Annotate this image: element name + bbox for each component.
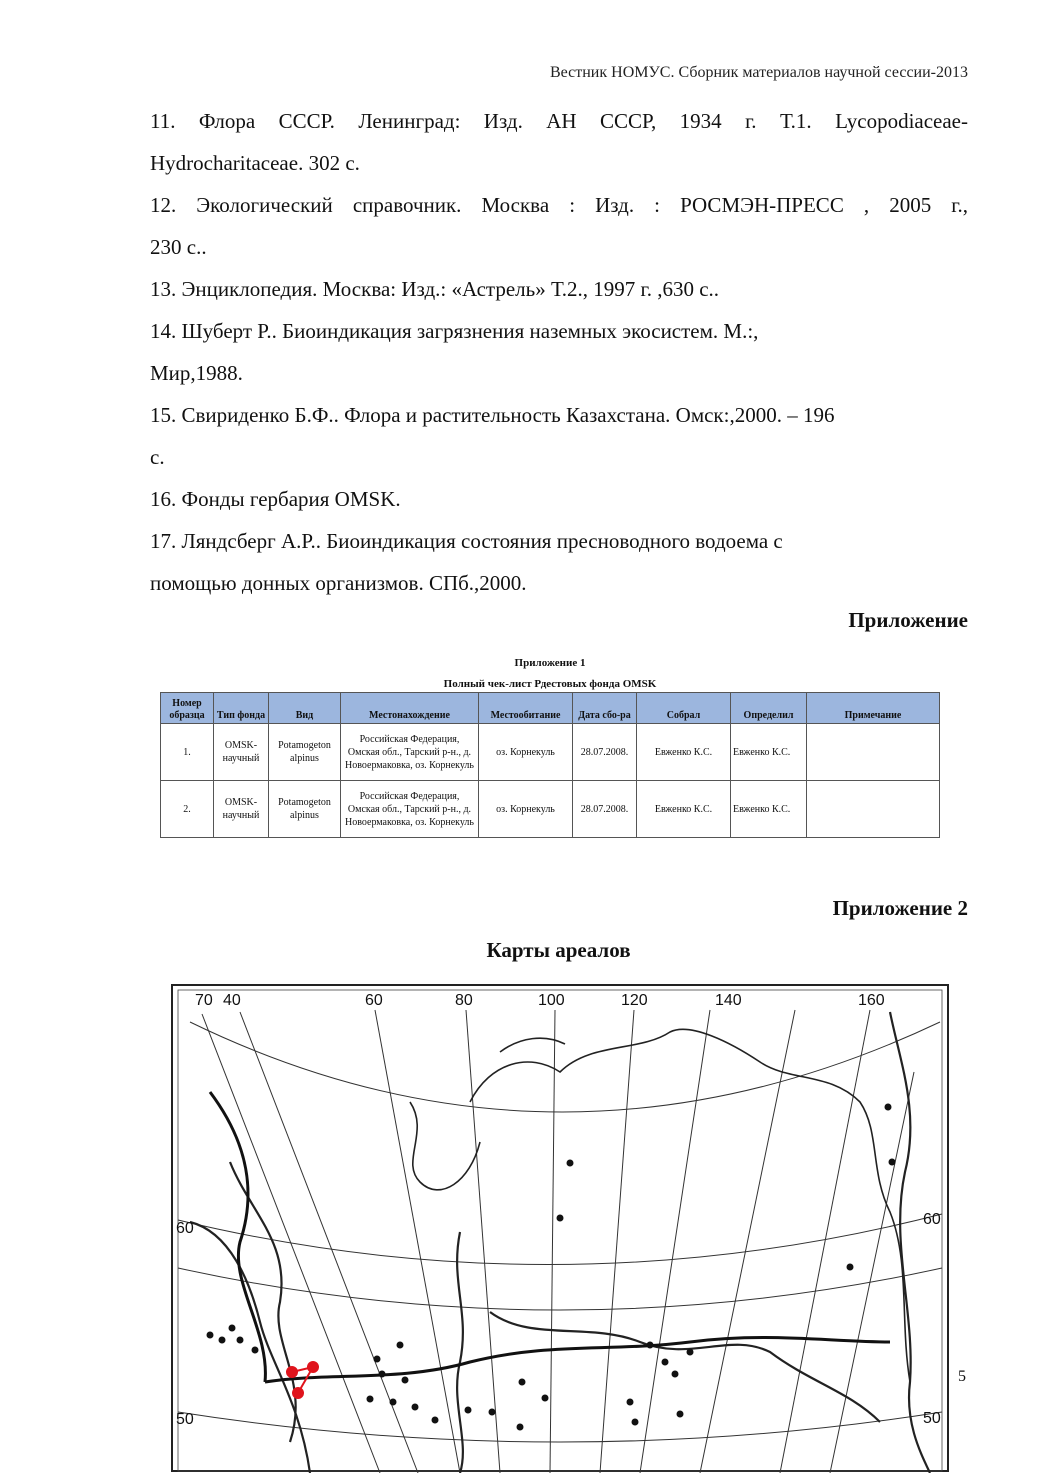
table-cell: Евженко К.С.: [637, 724, 731, 781]
reference-list: [150, 100, 968, 604]
table-cell: оз. Корнекуль: [479, 724, 573, 781]
table-cell: [807, 781, 940, 838]
table-cell: 1.: [161, 724, 214, 781]
map-frame: [172, 985, 948, 1471]
map-label-right-60: 60: [923, 1211, 941, 1228]
table-cell: 2.: [161, 781, 214, 838]
map-label-100: 100: [538, 992, 565, 1009]
map-label-right-50: 50: [923, 1410, 941, 1427]
reference-item: 12. Экологический справочник. Москва : Изд. : РОСМЭН-ПРЕСС , 2005 г.,: [150, 193, 968, 217]
table-cell: Евженко К.С.: [731, 781, 807, 838]
table-cell: 28.07.2008.: [573, 724, 637, 781]
reference-item-cont: 230 с..: [150, 235, 207, 259]
table-row: [161, 724, 940, 781]
reference-item-cont: помощью донных организмов. СПб.,2000.: [150, 571, 527, 595]
table-cell: оз. Корнекуль: [479, 781, 573, 838]
page-number: 5: [958, 1368, 966, 1385]
reference-item-cont: Мир,1988.: [150, 361, 243, 385]
map-label-60: 60: [365, 992, 383, 1009]
map-label-140: 140: [715, 992, 742, 1009]
reference-item: 15. Свириденко Б.Ф.. Флора и растительность Казахстана. Омск:,2000. – 196: [150, 403, 835, 427]
table-cell: OMSK-научный: [214, 724, 269, 781]
table-cell: Евженко К.С.: [731, 724, 807, 781]
column-header: Примечание: [807, 693, 940, 724]
appendix2-heading: Приложение 2: [832, 896, 968, 920]
coastlines: [410, 1029, 910, 1382]
maps-title: Карты ареалов: [486, 938, 631, 962]
table-header-row: [161, 693, 940, 724]
checklist-table: [160, 692, 940, 838]
reference-item: 11. Флора СССР. Ленинград: Изд. АН СССР, 1934 г. Т.1. Lycopodiaceae-: [150, 109, 968, 133]
column-header: Определил: [731, 693, 807, 724]
column-header: Собрал: [637, 693, 731, 724]
map-label-40: 40: [223, 992, 241, 1009]
reference-item: 17. Ляндсберг А.Р.. Биоиндикация состояния пресноводного водоема с: [150, 529, 783, 553]
table-cell: Российская Федерация, Омская обл., Тарский р-н., д. Новоермаковка, оз. Корнекуль: [341, 724, 479, 781]
map-label-160: 160: [858, 992, 885, 1009]
table-cell: [807, 724, 940, 781]
map-label-120: 120: [621, 992, 648, 1009]
column-header: Номер образца: [161, 693, 214, 724]
column-header: Местообитание: [479, 693, 573, 724]
table-cell: Евженко К.С.: [637, 781, 731, 838]
appendix-heading: Приложение: [848, 608, 968, 632]
map-label-80: 80: [455, 992, 473, 1009]
borders: [210, 1092, 890, 1382]
table-cell: Potamogeton alpinus: [269, 781, 341, 838]
reference-item: 13. Энциклопедия. Москва: Изд.: «Астрель» Т.2., 1997 г. ,630 с..: [150, 277, 720, 301]
map-label-left-50: 50: [176, 1411, 194, 1428]
column-header: Вид: [269, 693, 341, 724]
column-header: Тип фонда: [214, 693, 269, 724]
column-header: Дата сбо-ра: [573, 693, 637, 724]
table-cell: OMSK-научный: [214, 781, 269, 838]
table-cell: Российская Федерация, Омская обл., Тарский р-н., д. Новоермаковка, оз. Корнекуль: [341, 781, 479, 838]
range-map: [170, 982, 950, 1473]
appendix1-title: Полный чек-лист Рдестовых фонда OMSK: [443, 678, 657, 690]
table-row: [161, 781, 940, 838]
reference-item-cont: с.: [150, 445, 165, 469]
reference-item-cont: Hydrocharitaceae. 302 с.: [150, 151, 360, 175]
reference-item: 14. Шуберт Р.. Биоиндикация загрязнения наземных экосистем. М.:,: [150, 319, 759, 343]
column-header: Местонахождение: [341, 693, 479, 724]
graticule-meridians: [202, 1010, 914, 1473]
map-label-left-60: 60: [176, 1220, 194, 1237]
map-label-70: 70: [195, 992, 213, 1009]
table-cell: Potamogeton alpinus: [269, 724, 341, 781]
appendix1-label: Приложение 1: [514, 657, 586, 669]
reference-item: 16. Фонды гербария OMSK.: [150, 487, 401, 511]
running-header: Вестник НОМУС. Сборник материалов научной сессии-2013: [549, 64, 968, 81]
table-cell: 28.07.2008.: [573, 781, 637, 838]
